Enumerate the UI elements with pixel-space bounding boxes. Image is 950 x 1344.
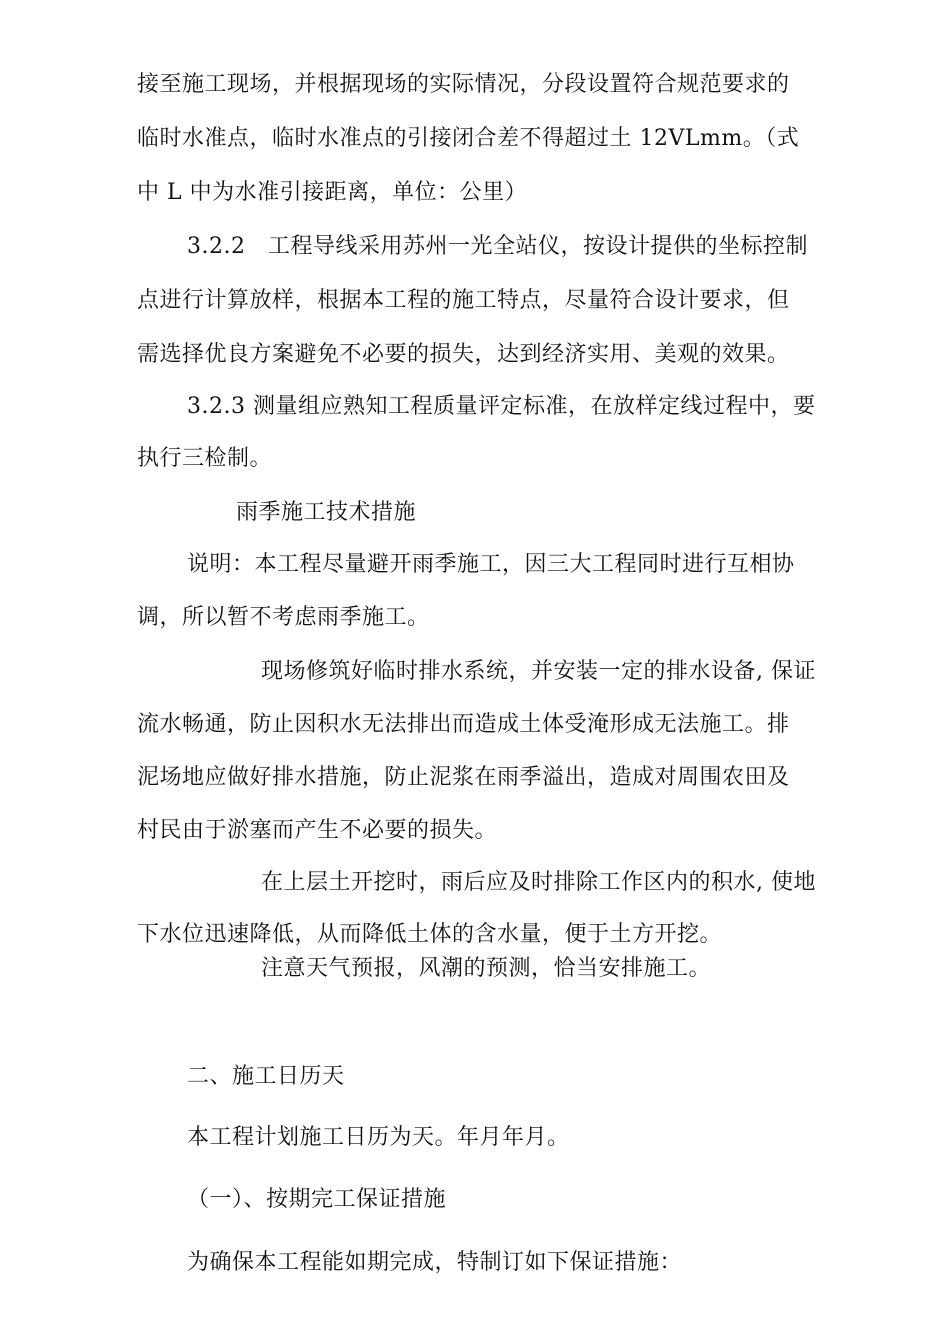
weather-note-line: 注意天气预报，风潮的预测，恰当安排施工。 <box>261 956 712 981</box>
drainage-paragraph-line-2: 流水畅通，防止因积水无法排出而造成土体受淹形成无法施工。排 <box>137 712 790 737</box>
calendar-days-line: 本工程计划施工日历为天。年月年月。 <box>187 1125 570 1150</box>
drainage-paragraph-line-1: 现场修筑好临时排水系统，并安装一定的排水设备, 保证 <box>261 659 816 684</box>
excavation-paragraph-line-1: 在上层土开挖时，雨后应及时排除工作区内的积水, 使地 <box>261 870 816 895</box>
section-3-2-2-line-1: 3.2.2 工程导线采用苏州一光全站仪，按设计提供的坐标控制 <box>187 234 808 259</box>
rainy-season-heading: 雨季施工技术措施 <box>236 500 417 525</box>
note-line-2: 调，所以暂不考虑雨季施工。 <box>137 605 430 630</box>
text-line-2: 临时水准点，临时水准点的引接闭合差不得超过土 12VLmm。（式 <box>137 126 800 151</box>
section-3-2-2-line-2: 点进行计算放样，根据本工程的施工特点，尽量符合设计要求，但 <box>137 288 790 313</box>
drainage-paragraph-line-3: 泥场地应做好排水措施，防止泥浆在雨季溢出，造成对周围农田及 <box>137 765 790 790</box>
section-2-heading: 二、施工日历天 <box>187 1064 345 1089</box>
text-line-1: 接至施工现场，并根据现场的实际情况，分段设置符合规范要求的 <box>137 72 790 97</box>
schedule-guarantee-heading: （一）、按期完工保证措施 <box>187 1187 447 1212</box>
drainage-paragraph-line-4: 村民由于淤塞而产生不必要的损失。 <box>137 818 498 843</box>
text-line-3: 中 L 中为水准引接距离，单位：公里） <box>137 180 528 205</box>
excavation-paragraph-line-2: 下水位迅速降低，从而降低土体的含水量，便于土方开挖。 <box>137 922 723 947</box>
note-line-1: 说明：本工程尽量避开雨季施工，因三大工程同时进行互相协 <box>187 552 795 577</box>
section-3-2-3-line-2: 执行三检制。 <box>137 446 273 471</box>
guarantee-intro-line: 为确保本工程能如期完成，特制订如下保证措施： <box>187 1250 683 1275</box>
section-3-2-3-line-1: 3.2.3 测量组应熟知工程质量评定标准，在放样定线过程中，要 <box>187 394 816 419</box>
section-3-2-2-line-3: 需选择优良方案避免不必要的损失，达到经济实用、美观的效果。 <box>137 342 790 367</box>
